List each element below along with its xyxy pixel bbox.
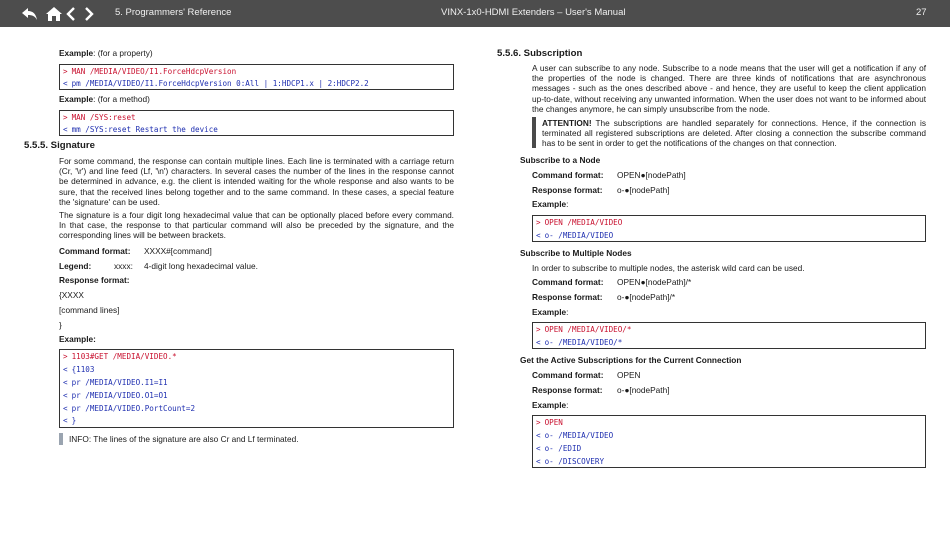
code-line: > OPEN /MEDIA/VIDEO <box>536 218 623 227</box>
top-bar <box>0 0 950 27</box>
response-line: [command lines] <box>59 305 120 315</box>
example-caption: Example: <box>532 400 569 410</box>
subscribe-multiple-title: Subscribe to Multiple Nodes <box>520 248 632 258</box>
code-block-method <box>59 110 454 136</box>
code-line: < pr /MEDIA/VIDEO.I1=I1 <box>63 378 168 387</box>
home-icon[interactable] <box>44 4 64 23</box>
attention-marker <box>532 117 536 148</box>
code-line: > 1103#GET /MEDIA/VIDEO.* <box>63 352 177 361</box>
response-format-value: o-●[nodePath] <box>617 385 670 395</box>
legend-label: Legend: <box>59 261 92 271</box>
code-line: < mm /SYS:reset Restart the device <box>63 125 218 134</box>
signature-paragraph-2: The signature is a four digit long hexadecimal value that can be optionally placed before every command. In that case, the response to that particular command will also be preceded by the signature, and the corresponding lines will be between brackets. <box>59 210 454 241</box>
command-format-value: XXXX#[command] <box>144 246 212 256</box>
signature-paragraph-1: For some command, the response can contain multiple lines. Each line is terminated with a carriage return (Cr, '\r') and line feed (Lf, '\n') characters. In several cases the number of the lines in the response cannot be determined in advance, e.g. the client is intended waiting for the whole response and also wants to be sure, that the received lines belong together and to the same command. In these cases, a special feature the 'signature' can be used. <box>59 156 454 207</box>
command-format-label: Command format: <box>59 246 131 256</box>
code-line: > MAN /SYS:reset <box>63 113 136 122</box>
next-page-icon[interactable] <box>82 4 96 23</box>
example-property-caption: Example: (for a property) <box>59 48 153 58</box>
heading-signature: 5.5.5. Signature <box>24 140 95 151</box>
code-line: < pr /MEDIA/VIDEO.PortCount=2 <box>63 404 196 413</box>
code-block-subscribe-multiple <box>532 322 926 349</box>
code-line: < o- /MEDIA/VIDEO/* <box>536 338 623 347</box>
subscribe-node-title: Subscribe to a Node <box>520 155 601 165</box>
command-format-label: Command format: <box>532 170 604 180</box>
info-marker <box>59 433 63 445</box>
code-line: < pm /MEDIA/VIDEO/I1.ForceHdcpVersion 0:All | 1:HDCP1.x | 2:HDCP2.2 <box>63 79 369 88</box>
document-title: VINX-1x0-HDMI Extenders – User's Manual <box>441 7 626 18</box>
command-format-value: OPEN●[nodePath]/* <box>617 277 692 287</box>
legend-value: 4-digit long hexadecimal value. <box>144 261 258 271</box>
subscription-paragraph: A user can subscribe to any node. Subscribe to a node means that the user will get a notification if any of the properties of the node is changed. There are three kinds of notifications that are asynchronous messages - such as the ones described above - and hence, they are useful to keep the client application up-to-date, without receiving any unwanted information. When the user does not want to be informed about the changes anymore, he can simply unsubscribe from the node. <box>532 63 926 114</box>
example-caption: Example: <box>532 307 569 317</box>
command-format-value: OPEN <box>617 370 641 380</box>
code-block-active-subscriptions <box>532 415 926 468</box>
example-signature-caption: Example: <box>59 334 96 344</box>
code-line: < o- /MEDIA/VIDEO <box>536 431 614 440</box>
code-line: > OPEN <box>536 418 563 427</box>
response-format-value: o-●[nodePath]/* <box>617 292 676 302</box>
code-line: < {1103 <box>63 365 95 374</box>
back-icon[interactable] <box>20 4 40 23</box>
response-format-label: Response format: <box>532 185 603 195</box>
attention-note: ATTENTION! The subscriptions are handled separately for connections. Hence, if the connection is terminated all registered subscriptions are deleted. After closing a connection the subscribe command has to be sent in order to get the notifications of the changes on that connection. <box>542 118 926 149</box>
code-line: > OPEN /MEDIA/VIDEO/* <box>536 325 632 334</box>
example-method-caption: Example: (for a method) <box>59 94 150 104</box>
code-block-subscribe-node <box>532 215 926 242</box>
code-line: < o- /MEDIA/VIDEO <box>536 231 614 240</box>
code-line: < } <box>63 416 77 425</box>
legend-key: xxxx: <box>114 261 133 271</box>
info-note: INFO: The lines of the signature are also Cr and Lf terminated. <box>69 434 299 444</box>
active-subscriptions-title: Get the Active Subscriptions for the Current Connection <box>520 355 742 365</box>
subscribe-multiple-intro: In order to subscribe to multiple nodes, the asterisk wild card can be used. <box>532 263 805 273</box>
command-format-value: OPEN●[nodePath] <box>617 170 686 180</box>
response-format-label: Response format: <box>532 385 603 395</box>
code-line: < pr /MEDIA/VIDEO.O1=O1 <box>63 391 168 400</box>
code-line: > MAN /MEDIA/VIDEO/I1.ForceHdcpVersion <box>63 67 237 76</box>
code-line: < o- /EDID <box>536 444 582 453</box>
response-format-value: o-●[nodePath] <box>617 185 670 195</box>
code-block-signature <box>59 349 454 428</box>
previous-page-icon[interactable] <box>64 4 78 23</box>
response-format-label: Response format: <box>59 275 130 285</box>
response-line: {XXXX <box>59 290 84 300</box>
section-title: 5. Programmers' Reference <box>115 7 232 18</box>
response-line: } <box>59 320 62 330</box>
command-format-label: Command format: <box>532 277 604 287</box>
command-format-label: Command format: <box>532 370 604 380</box>
code-block-property <box>59 64 454 90</box>
example-caption: Example: <box>532 199 569 209</box>
heading-subscription: 5.5.6. Subscription <box>497 48 583 59</box>
response-format-label: Response format: <box>532 292 603 302</box>
code-line: < o- /DISCOVERY <box>536 457 605 466</box>
page-number: 27 <box>916 7 927 18</box>
